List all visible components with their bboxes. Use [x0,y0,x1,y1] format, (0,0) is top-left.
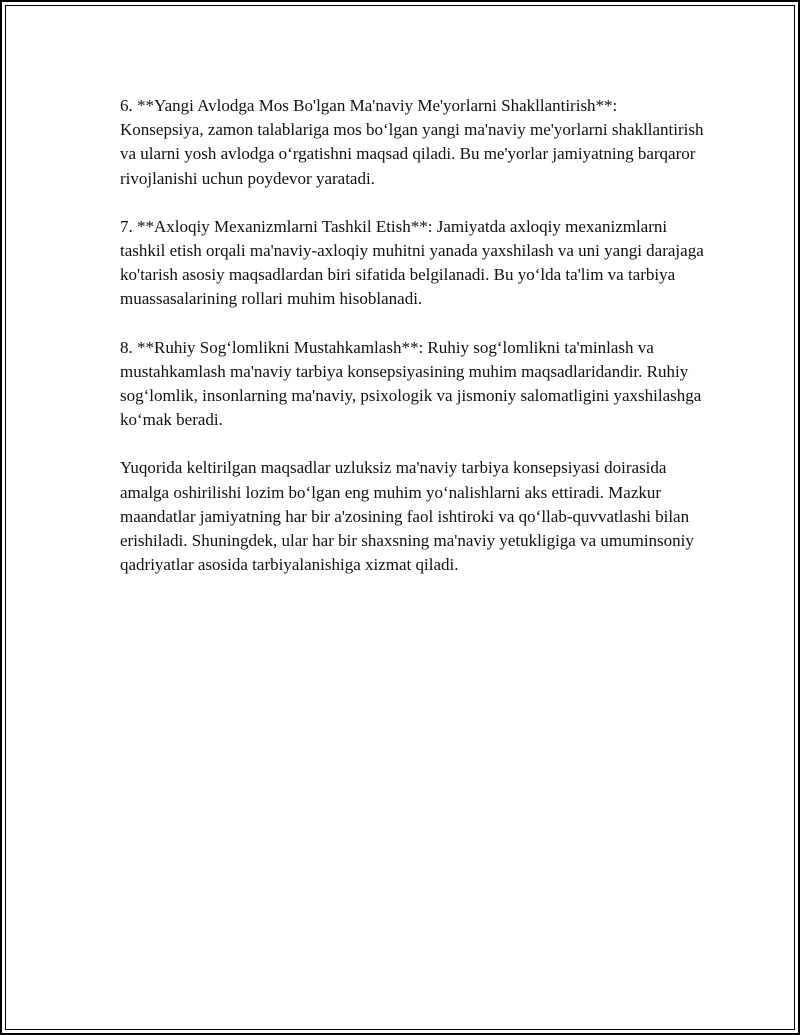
paragraph-conclusion: Yuqorida keltirilgan maqsadlar uzluksiz ma'naviy tarbiya konsepsiyasi doirasida amalga oshirilishi lozim bo‘lgan eng muhim yo‘nalishlarni aks ettiradi. Mazkur maandatlar jamiyatning har bir a'zosining faol ishtiroki va qo‘llab-quvvatlashi bilan erishiladi. Shuningdek, ular har bir shaxsning ma'naviy yetukligiga va umuminsoniy qadriyatlar asosida tarbiyalanishiga xizmat qiladi. [120,458,694,575]
paragraph-item-6: 6. **Yangi Avlodga Mos Bo'lgan Ma'naviy Me'yorlarni Shakllantirish**: Konsepsiya, zamon talablariga mos bo‘lgan yangi ma'naviy me'yorlarni shakllantirish va ularni yosh avlodga o‘rgatishni maqsad qiladi. Bu me'yorlar jamiyatning barqaror rivojlanishi uchun poydevor yaratadi. [120,96,704,188]
paragraph-item-8: 8. **Ruhiy Sog‘lomlikni Mustahkamlash**: Ruhiy sog‘lomlikni ta'minlash va mustahkamlash ma'naviy tarbiya konsepsiyasining muhim maqsadlaridandir. Ruhiy sog‘lomlik, insonlarning ma'naviy, psixologik va jismoniy salomatligini yaxshilashga ko‘mak beradi. [120,337,702,430]
paragraph-item-7: 7. **Axloqiy Mexanizmlarni Tashkil Etish**: Jamiyatda axloqiy mexanizmlarni tashkil etish orqali ma'naviy-axloqiy muhitni yanada yaxshilash va uni yangi darajaga ko'tarish asosiy maqsadlardan biri sifatida belgilanadi. Bu yo‘lda ta'lim va tarbiya muassasalarining rollari muhim hisoblanadi. [120,216,704,309]
document-body [120,94,705,601]
